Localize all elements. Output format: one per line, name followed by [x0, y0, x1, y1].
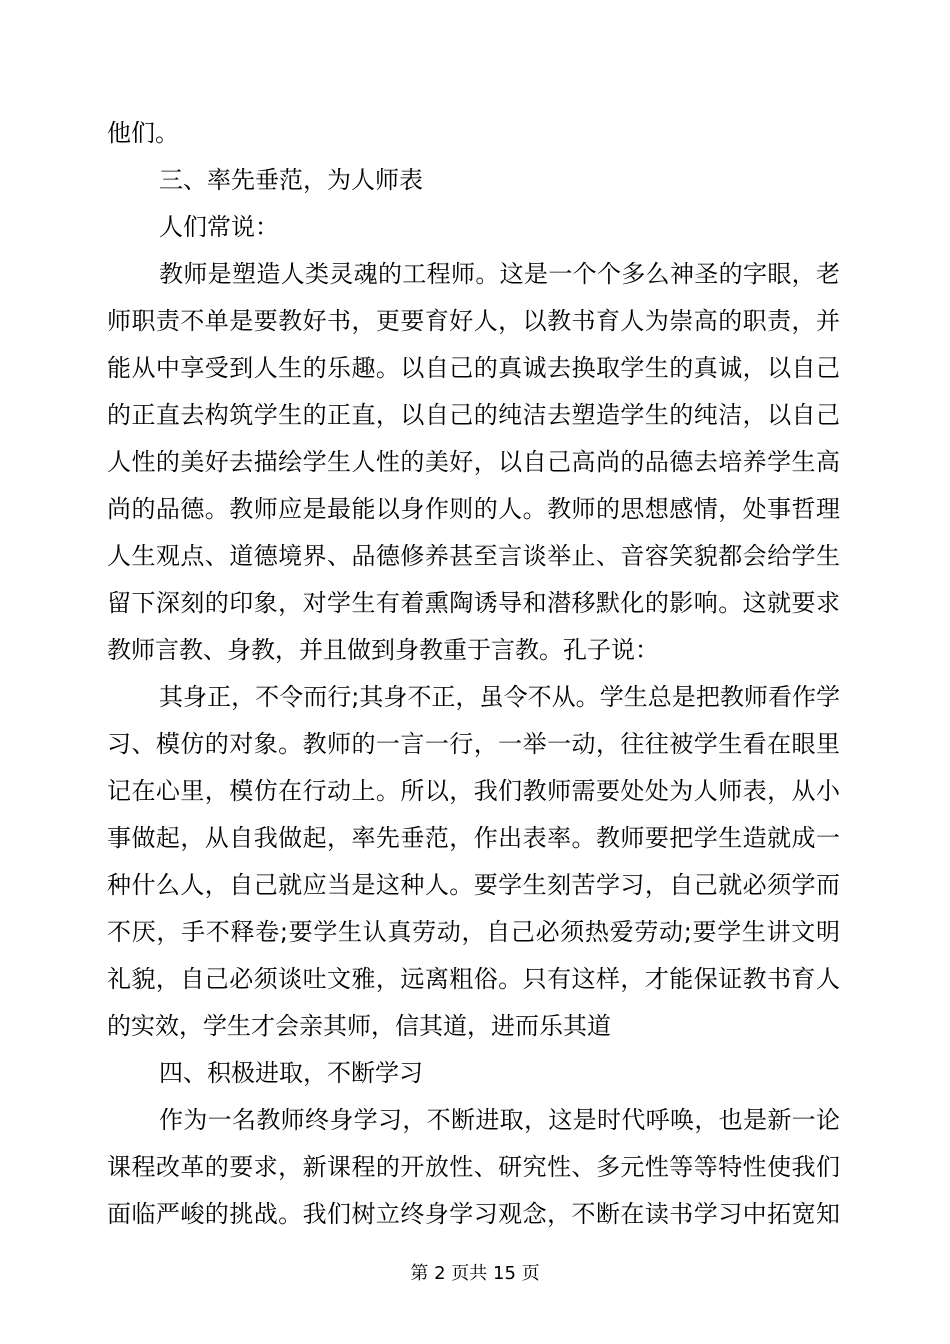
text-line: 习、模仿的对象。教师的一言一行，一举一动，往往被学生看在眼里 — [107, 730, 840, 758]
text-line: 作为一名教师终身学习，不断进取，这是时代呼唤，也是新一论 — [159, 1106, 840, 1134]
text-line: 人生观点、道德境界、品德修养甚至言谈举止、音容笑貌都会给学生 — [107, 542, 840, 570]
text-line: 师职责不单是要教好书，更要育好人，以教书育人为崇高的职责，并 — [107, 307, 840, 335]
page-number-footer: 第 2 页共 15 页 — [410, 1263, 540, 1284]
text-line: 礼貌，自己必须谈吐文雅，远离粗俗。只有这样，才能保证教书育人 — [107, 965, 840, 993]
section-heading: 四、积极进取，不断学习 — [159, 1059, 423, 1087]
text-line: 教师言教、身教，并且做到身教重于言教。孔子说： — [107, 636, 659, 664]
text-line: 面临严峻的挑战。我们树立终身学习观念，不断在读书学习中拓宽知 — [107, 1200, 840, 1228]
text-line: 课程改革的要求，新课程的开放性、研究性、多元性等等特性使我们 — [107, 1153, 840, 1181]
text-line: 他们。 — [107, 119, 179, 147]
text-line: 能从中享受到人生的乐趣。以自己的真诚去换取学生的真诚，以自己 — [107, 354, 840, 382]
section-heading: 三、率先垂范，为人师表 — [159, 166, 423, 194]
text-line: 人性的美好去描绘学生人性的美好，以自己高尚的品德去培养学生高 — [107, 448, 840, 476]
text-line: 人们常说： — [159, 213, 279, 241]
text-line: 的正直去构筑学生的正直，以自己的纯洁去塑造学生的纯洁，以自己 — [107, 401, 840, 429]
text-line: 其身正，不令而行;其身不正，虽令不从。学生总是把教师看作学 — [159, 683, 840, 711]
text-line: 尚的品德。教师应是最能以身作则的人。教师的思想感情，处事哲理 — [107, 495, 840, 523]
text-line: 的实效，学生才会亲其师，信其道，进而乐其道 — [107, 1012, 611, 1040]
text-line: 教师是塑造人类灵魂的工程师。这是一个个多么神圣的字眼，老 — [159, 260, 840, 288]
text-line: 种什么人，自己就应当是这种人。要学生刻苦学习，自己就必须学而 — [107, 871, 840, 899]
text-line: 留下深刻的印象，对学生有着熏陶诱导和潜移默化的影响。这就要求 — [107, 589, 840, 617]
text-line: 记在心里，模仿在行动上。所以，我们教师需要处处为人师表，从小 — [107, 777, 840, 805]
text-line: 事做起，从自我做起，率先垂范，作出表率。教师要把学生造就成一 — [107, 824, 840, 852]
text-line: 不厌，手不释卷;要学生认真劳动，自己必须热爱劳动;要学生讲文明 — [107, 918, 840, 946]
